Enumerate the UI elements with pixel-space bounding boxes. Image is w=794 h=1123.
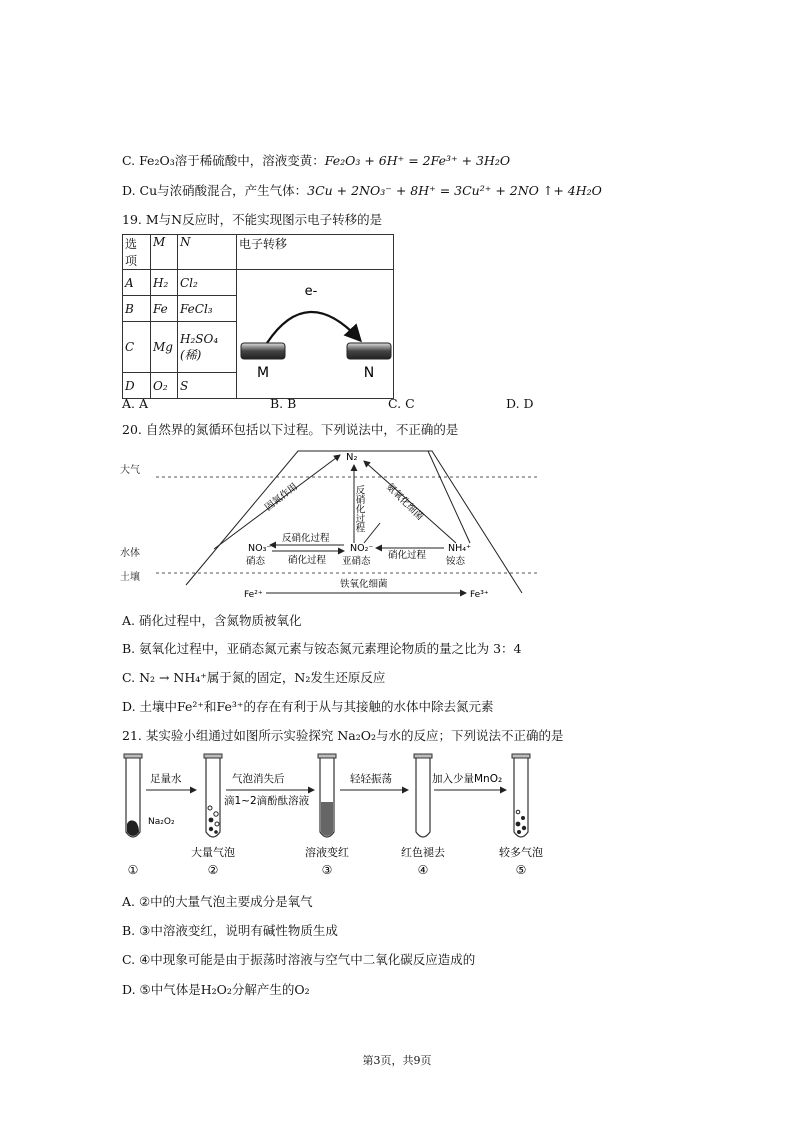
q19-row-b-opt: B [123, 296, 151, 322]
q19-header-m: M [151, 235, 178, 270]
result-5: 较多气泡 [499, 846, 543, 859]
q19-row-d-opt: D [123, 373, 151, 399]
q19-header-n: N [178, 235, 237, 270]
test-tube-2 [204, 754, 222, 837]
na2o2-label: Na₂O₂ [148, 817, 175, 827]
q21-choice-b: B. ③中溶液变红，说明有碱性物质生成 [122, 923, 338, 938]
q18-option-d [122, 182, 602, 200]
num-5: ⑤ [515, 863, 527, 877]
num-3: ③ [321, 863, 333, 877]
zone-water-label: 水体 [120, 548, 140, 559]
no3-label: NO₃⁻ [248, 543, 272, 554]
fixation-label: 固氮作用 [263, 481, 300, 514]
num-1: ① [127, 863, 139, 877]
q19-row-c-n: H₂SO₄(稀) [178, 322, 237, 373]
zone-soil-label: 土壤 [120, 572, 140, 583]
q21-stem: 21. 某实验小组通过如图所示实验探究 Na₂O₂与水的反应；下列说法不正确的是 [122, 728, 564, 743]
m-label: M [256, 364, 270, 381]
nitrification-label-1: 硝化过程 [288, 555, 327, 566]
no2-label: NO₂⁻ [350, 543, 374, 554]
arrow-4-label: 加入少量MnO₂ [432, 773, 503, 785]
test-tube-5 [512, 754, 530, 837]
q19-stem: 19. M与N反应时，不能实现图示电子转移的是 [122, 212, 383, 227]
arrow-2-label: 气泡消失后 [232, 773, 285, 785]
nh4-state-label: 铵态 [446, 556, 466, 567]
q19-header-transfer: 电子转移 [237, 235, 394, 270]
q18-d-text: D. Cu与浓硝酸混合，产生气体： [122, 183, 308, 198]
q19-row-a-m: H₂ [151, 270, 178, 296]
q19-row-c-m: Mg [151, 322, 178, 373]
num-2: ② [207, 863, 219, 877]
fe2-label: Fe²⁺ [244, 590, 263, 600]
test-tube-1 [124, 754, 142, 837]
q20-choice-c: C. N₂ → NH₄⁺属于氮的固定，N₂发生还原反应 [122, 670, 386, 685]
denitrification-vertical-label [354, 484, 366, 533]
q21-choice-c: C. ④中现象可能是由于振荡时溶液与空气中二氧化碳反应造成的 [122, 952, 476, 967]
q21-choice-d: D. ⑤中气体是H₂O₂分解产生的O₂ [122, 982, 310, 997]
page-footer: 第3页，共9页 [362, 1054, 432, 1067]
q19-table [122, 234, 394, 399]
q21-choice-a: A. ②中的大量气泡主要成分是氧气 [122, 894, 313, 909]
fe3-label: Fe³⁺ [470, 590, 489, 600]
q18-d-equation: 3Cu + 2NO₃⁻ + 8H⁺ = 3Cu²⁺ + 2NO ↑+ 4H₂O [307, 183, 602, 198]
nitrogen-cycle-diagram [118, 445, 548, 603]
q19-row-d-n: S [178, 373, 237, 399]
q19-row-d-m: O₂ [151, 373, 178, 399]
q18-c-equation: Fe₂O₃ + 6H⁺ = 2Fe³⁺ + 3H₂O [324, 153, 511, 168]
test-tube-3 [318, 754, 336, 837]
q19-row-c-opt: C [123, 322, 151, 373]
electron-transfer-diagram [237, 273, 393, 393]
result-3: 溶液变红 [305, 846, 349, 859]
q20-choice-a: A. 硝化过程中，含氮物质被氧化 [122, 613, 302, 628]
fe-bacteria-label: 铁氧化细菌 [340, 579, 388, 590]
q19-choice-b: B. B [270, 396, 297, 411]
no3-state-label: 硝态 [246, 556, 266, 567]
m-bar [241, 343, 285, 359]
right-loop-line [362, 451, 470, 543]
no2-state-label: 亚硝态 [342, 556, 371, 567]
test-tube-4 [414, 754, 432, 837]
q20-choice-b: B. 氨氧化过程中，亚硝态氮元素与铵态氮元素理论物质的量之比为 3：4 [122, 641, 522, 656]
electron-arrow [267, 311, 359, 342]
electron-label: e- [304, 283, 318, 299]
q19-choice-c: C. C [388, 396, 415, 411]
arrow-1-label: 足量水 [150, 773, 182, 785]
arrow-2-sub-label: 滴1~2滴酚酞溶液 [224, 795, 310, 807]
result-4: 红色褪去 [401, 846, 445, 859]
q19-transfer-diagram-cell [237, 270, 394, 399]
q19-row-a-opt: A [123, 270, 151, 296]
n-bar [347, 343, 391, 359]
anammox-line-left [364, 523, 380, 543]
q19-row-b-m: Fe [151, 296, 178, 322]
q19-choice-d: D. D [506, 396, 534, 411]
q20-choice-d: D. 土壤中Fe²⁺和Fe³⁺的存在有利于从与其接触的水体中除去氮元素 [122, 699, 494, 714]
q19-choice-a: A. A [122, 396, 149, 411]
n2-label: N₂ [346, 452, 358, 463]
denit-horizontal-label: 反硝化过程 [282, 533, 330, 544]
na2o2-experiment-diagram [118, 752, 558, 878]
q18-c-text: C. Fe₂O₃溶于稀硫酸中，溶液变黄： [122, 153, 325, 168]
n-label: N [363, 364, 375, 381]
q18-option-c [122, 152, 510, 170]
result-2: 大量气泡 [191, 846, 235, 859]
q19-row-a-n: Cl₂ [178, 270, 237, 296]
nh4-label: NH₄⁺ [448, 543, 472, 554]
num-4: ④ [417, 863, 429, 877]
q19-header-option: 选项 [123, 235, 151, 270]
arrow-3-label: 轻轻振荡 [350, 773, 392, 785]
q19-row-b-n: FeCl₃ [178, 296, 237, 322]
anammox-label: 氨氧化细菌 [383, 481, 426, 523]
q20-stem: 20. 自然界的氮循环包括以下过程。下列说法中，不正确的是 [122, 422, 459, 437]
denit-vertical-text: 反硝化过程 [353, 485, 365, 533]
nitrification-label-2: 硝化过程 [388, 550, 427, 561]
zone-air-label: 大气 [120, 465, 140, 476]
